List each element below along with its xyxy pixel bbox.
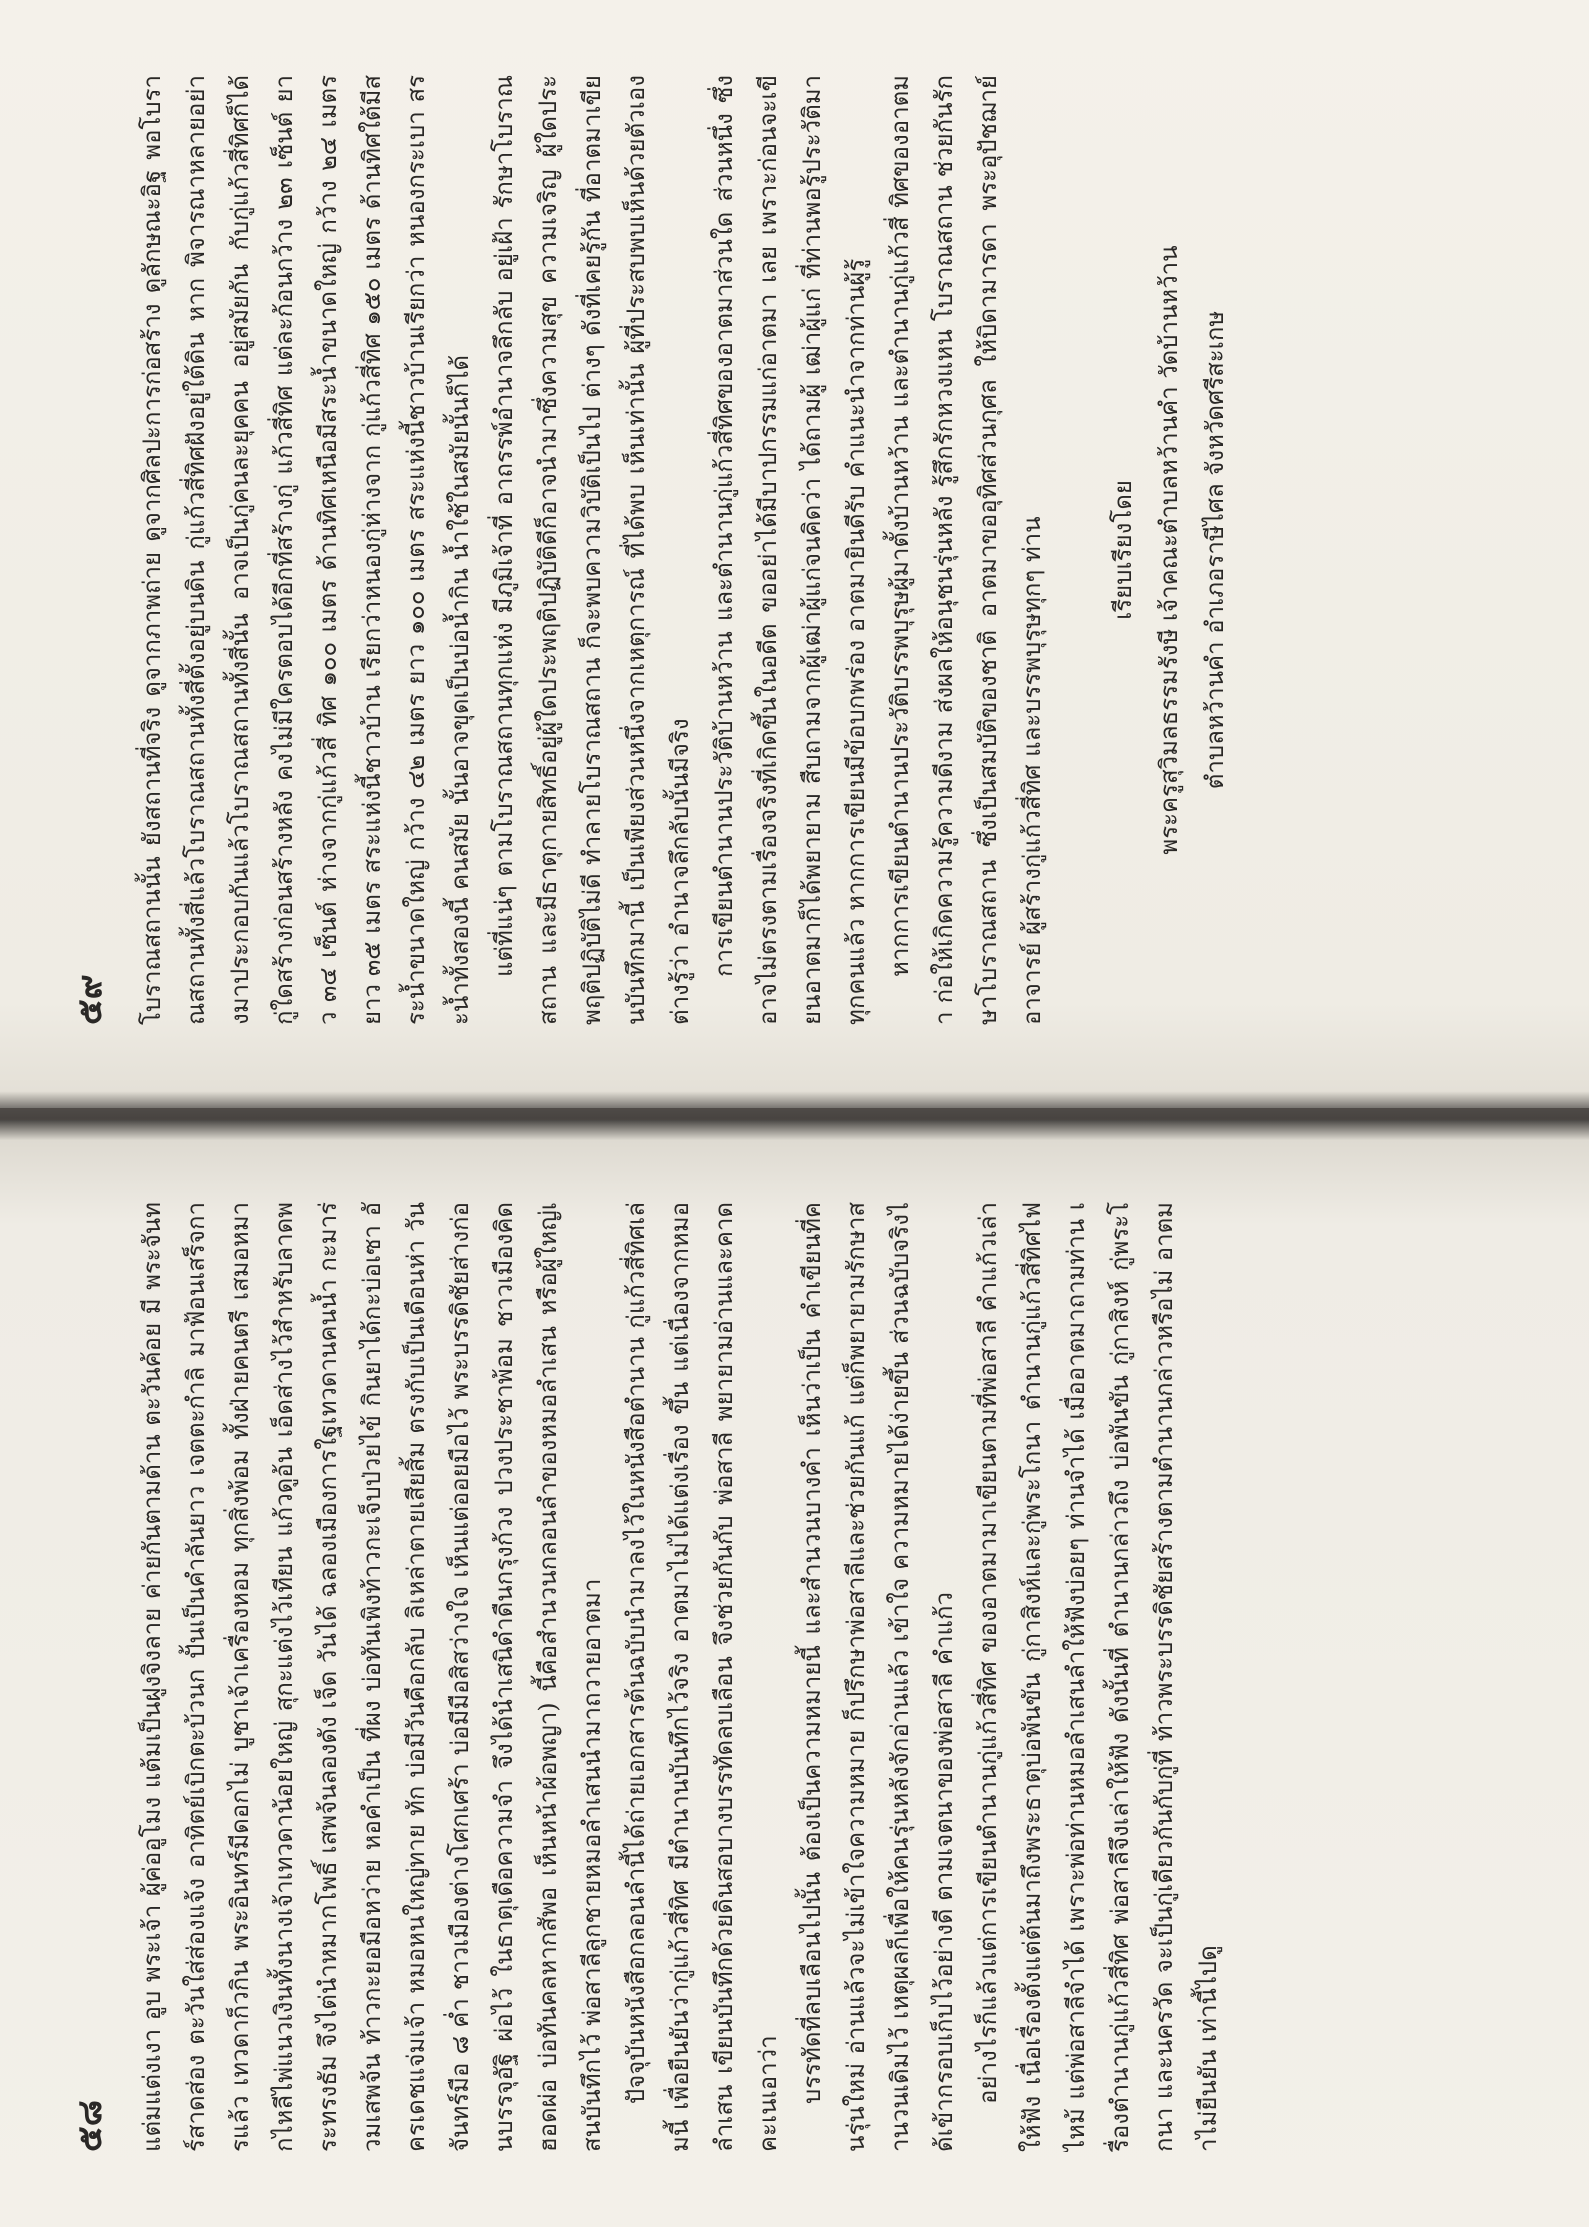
page-number: ๕๙ [70, 974, 110, 1025]
spacer [1054, 75, 1094, 1025]
page-number: ๕๘ [70, 2100, 110, 2152]
right-page-text [130, 75, 1500, 1025]
left-page-text [130, 1202, 1500, 2152]
book-gutter [0, 1108, 1589, 1120]
left-page [0, 1127, 1589, 2227]
author-address: ตำบลหว้านคำ อำเภอราษีไศล จังหวัดศรีสะเกษ [1201, 310, 1229, 790]
author-name: พระครูสุวิมลธรรมรังษี เจ้าคณะตำบลหว้านคำ วัดบ้านหว้าน [1155, 245, 1183, 855]
paragraph: ปัจจุบันหนังสือกลอนลำนี้ได้ถ่ายเอกสารต้นฉบับนำมาลงไว้ในหนังสือตำนาน กู่แก้วสี่ทิศเล่มนี้ เพื่อยืนยันว่ากู่แก้วสี่ทิศ มีตำนานบันทึกไว้จริง อาตมาไม่ได้แต่งเรื่อง ขึ้น แต่เนื่องจากหมอลำเสน เขียนบันทึกด้วยดินสอบางบรรทัดลบเลือน จึงช่วยกันกับ พ่อสาลี พยายามอ่านและคาดคะเนเอาว่า [622, 1202, 782, 2152]
paragraph: อย่างไรก็แล้วแต่การเขียนตำนานกู่แก้วสี่ทิศ ของอาตมามาเขียนตามที่พ่อสาลี คำแก้วเล่าให้ฟัง เนื่อเรื่องตั้งแต่ต้นมาถึงพระธาตุบ่อพันขัน กู่กาสิงห์และกู่พระโกนา ตำนานกู่แก้วสี่ทิศไฟไหม้ แต่พ่อสาลีจำได้ เพราะพ่อท่านหมอลำเสนลำให้ฟังบ่อยๆ ท่านจำได้ เมื่ออาตมาถามท่าน เรื่องตำนานกู่แก้วสี่ทิศ พ่อสาลีจึงเล่าให้ฟัง ดังนั้นที่ ตำนานกล่าวถึง บ่อพันขัน กู่กาสิงห์ กู่พระโกนา และนครวัด จะเป็นกู่เดียวกันกับกู่ที่ ท้าวพระบรรดิชัยสร้างตามตำนานกล่าวหรือไม่ อาตมาไม่ยืนยัน เท่านี้ไปดู [974, 1202, 1222, 2152]
author-label: เรียบเรียงโดย [1109, 480, 1137, 620]
paragraph: หากการเขียนตำนานประวัติบรรพบุรุษผู้มาตั้งบ้านหว้าน และตำนานกู่แก้วสี่ ทิศของอาตมา ก่อให้เกิดความรู้ความดีงาม ส่งผลให้อนุชนรุ่นหลัง รู้สึกรักหวงแหน โบราณสถาน ช่วยกันรักษาโบราณสถาน ซึ่งเป็นสมบัติของชาติ อาตมาขออุทิศส่วนกุศล ให้บิดามารดา พระอุปัชฌาย์ อาจารย์ ผู้สร้างกู่แก้วสี่ทิศ และบรรพบุรุษทุกๆ ท่าน [886, 75, 1046, 1025]
left-page-content [0, 1127, 1589, 2227]
paragraph: การเขียนตำนานประวัติบ้านหว้าน และตำนานกู่แก้วสี่ทิศของอาตมาส่วนใด ส่วนหนึ่ง ซึ่งอาจไม่ตรงตามเรื่องจริงที่เกิดขึ้นในอดีต ขออย่าได้มีบาปกรรมแก่อาตมา เลย เพราะก่อนจะเขียนอาตมาก็ได้พยายาม สืบถามจากผู้เฒ่าผู้แก่จนคิดว่า ได้ถามผู้ เฒ่าผู้แก่ ที่ท่านพอรู้ประวัติมาทุกคนแล้ว หากการเขียนมีข้อบกพร่อง อาตมายินดีรับ คำแนะนำจากท่านผู้รู้ [710, 75, 870, 1025]
paragraph: โบราณสถานนั้น ยังสถานที่จริง ดูจากภาพถ่าย ดูจากศิลปะการก่อสร้าง ดูลักษณะอิฐ พอโบราณสถานทั้งสี่แล้วโบราณสถานทั้งสี่ตั้งอยู่บนดิน กู่แก้วสี่ทิศฝังอยู่ใต้ดิน หาก พิจารณาหลายอย่างมาประกอบกันแล้วโบราณสถานทั้งสี่นั้น อาจเป็นกู่คนละยุคคน อยู่สมัยกัน กับกู่แก้วสี่ทิศก็ได้ กู่ใดสร้างก่อนสร้างหลัง คงไม่มีใครตอบได้อีกที่สร้างกู่ แก้วสี่ทิศ แต่ละก้อนกว้าง ๒๓ เซ็นต์ ยาว ๓๔ เซ็นต์ ห่างจากกู่แก้วสี่ ทิศ ๑๐๐ เมตร ด้านทิศเหนือมีสระน้ำขนาดใหญ่ กว้าง ๒๔ เมตร ยาว ๓๕ เมตร สระแห่งนี้ชาวบ้าน เรียกว่าหนองกู่ห่างจาก กู่แก้วสี่ทิศ ๑๕๐ เมตร ด้านทิศใต้มีสระน้ำขนาดใหญ่ กว้าง ๔๒ เมตร ยาว ๑๐๐ เมตร สระแห่งนี้ชาวบ้านเรียกว่า หนองกระเบา สระน้ำทั้งสองนี้ คนสมัย นั้นอาจขุดเป็นบ่อน้ำกิน น้ำใช้ในสมัยนั้นก็ได้ [138, 75, 474, 1025]
right-page [0, 0, 1589, 1100]
right-page-content [0, 0, 1589, 1100]
paragraph: แต่ที่แน่ๆ ตามโบราณสถานทุกแห่ง มีภูมิเจ้าที่ อาถรรพ์อำนาจลึกลับ อยู่เฝ้า รักษาโบราณสถาน และมีธาตุกายสิทธิ์อยู่ผู้ใดประพฤติปฏิบัติดีก็อาจนำมาซึ่งความสุข ความเจริญ ผู้ใดประพฤติปฏิบัติไม่ดี ทำลายโบราณสถาน ก็จะพบความวิบัติเป็นไป ต่างๆ ดังที่เคยรู้กัน ที่อาตมาเขียนบันทึกมานี้ เป็นเพียงส่วนหนึ่งจากเหตุการณ์ ที่ได้พบ เห็นเท่านั้น ผู้ที่ประสบพบเห็นด้วยตัวเองต่างรู้ว่า อำนาจลึกลับนั้นมีจริง [490, 75, 694, 1025]
paragraph: บรรทัดที่ลบเลือนไปนั้น ต้องเป็นความหมายนี้ และสำนวนบางคำ เห็นว่าเป็น คำเขียนที่คนรุ่นใหม่ อ่านแล้วจะไม่เข้าใจความหมาย ก็ปรึกษาพ่อสาลีและช่วยกันแก้ แต่ก็พยายามรักษาสำนวนเดิมไว้ เหตุผลก็เพื่อให้คนรุ่นหลังจักอ่านแล้ว เข้าใจ ความหมายได้ง่ายขึ้น ส่วนฉบับจริงได้เข้ากรอบเก็บไว้อย่างดี ตามเจตนาของพ่อสาลี คำแก้ว [798, 1202, 958, 2152]
paragraph: แต่มแต่งเงา อูบ พระเจ้า ผู้ค่ออูโมง แต้มเป็นฝูงจิงลาย ค่ายกันตามด้าน ตะวันค้อย มี พระจันทร์สาดส่อง ตะวันใส่ส่องแจ้ง อาทิตย์เบิกตะบ้วนก ปั้นเป็นคำลันยาว เจตตะกำลิ มาฟ้อนเสร็จการแล้ว เทวดาก็วกิน พระอินทร์มีดอกไม่ บูชาเจ้าเครื่องหอม ทุกสิ่งพ้อม ทั้งฝ่ายคนตรี เสมอหมากไหลีไพ่แนวเงินทั้งนางเจ้าเทวดาน้อยใหญ่ สุกะแต่งไว้เทียน แก้วดูอ้น เอ็ดส่างไว้สำหรับลาดพระทรงธัม จึงไต่นำหมากโพธิ์ เสพจ้นลองดัง เจ็ด วันได้ ฉลองเมืองการใฐเทวดานคนน้ำ กะมาร่วมเสพจ้น ท้าวกะยอมือหว่าย หอคำเป็น ที่ผง บ่อทันเพิงท้าวกะเจ็บป่วยไข้ กินยาได้กะบ่อเซา อัครเดชแจ่มเจ้า หมอหนใหญ่ทาย ทัก บ่อมีวันคือกลับ ลิเหล่าตายเสียสิ้ม ตรงกับเป็นเดือนห่า วันจันทร์มือ ๘ ค่ำ ชาวเมืองต่างโศกเศร้า บ่อมีมือสิสว่างใจ เห็นแต่ออยมือไว้ พระบรรดิชัยส่างก่อนบรรจุอัฐิ ผ่อไว้ ในธาตุเดือความจำ จึงได้นำเสนิดำดืนกรุงก้วง ปวงประชาพ้อม ชาวเมืองคิด ฮอดผ่อ บ่อทันคลหากสัพอ เห็นหน้าผ้อพญา) นี้คือสำนวนกลอนลำของหมอลำเสน หรือผู้ใหญ่เสนบันทึกไว้ พ่อสาลีลูกชายหมอลำเสนนำมาถวายอาตมา [138, 1202, 606, 2152]
